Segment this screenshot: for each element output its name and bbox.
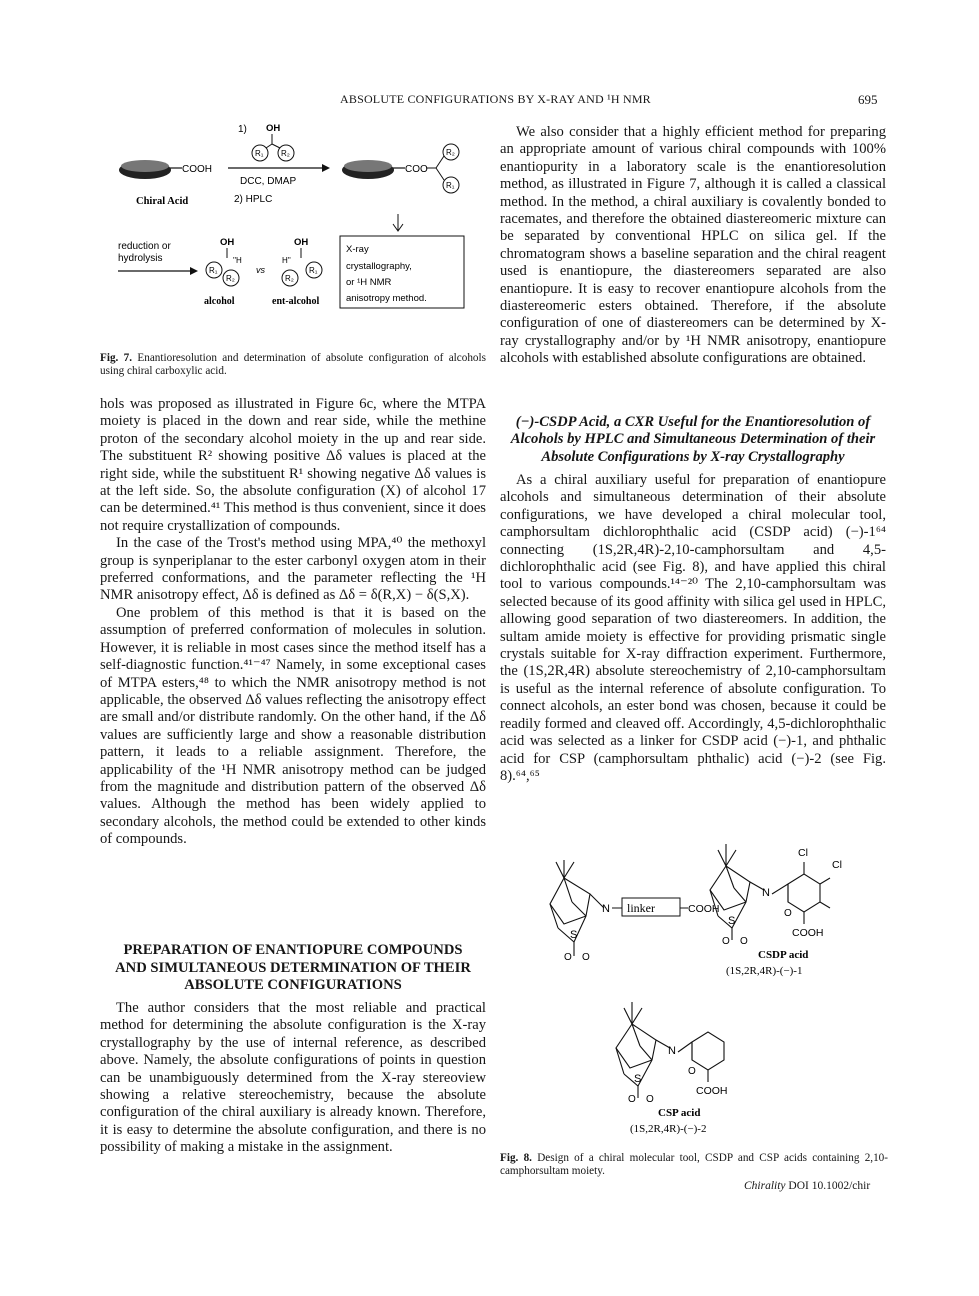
csp-n: N (668, 1045, 676, 1057)
step2-label: 2) HPLC (234, 194, 273, 205)
csdp-config: (1S,2R,4R)-(−)-1 (726, 965, 803, 977)
left-column-body (100, 396, 486, 849)
subsection-heading: (−)-CSDP Acid, a CXR Useful for the Enantioresolution of Alcohols by HPLC and Simultaneous Determination of their Absolute Configurations by X-ray Crystallography (510, 414, 876, 465)
footer-journal: Chirality (744, 1180, 786, 1192)
chiral-acid-blob (119, 160, 182, 179)
sultam-linker-structure (550, 860, 604, 956)
csdp-cl-1: Cl (798, 847, 808, 859)
svg-text:R₁: R₁ (446, 181, 455, 190)
section-heading: PREPARATION OF ENANTIOPURE COMPOUNDS AND SIMULTANEOUS DETERMINATION OF THEIR ABSOLUTE CONFIGURATIONS (115, 942, 471, 994)
csdp-cl-2: Cl (832, 859, 842, 871)
csdp-o-2: O (740, 936, 748, 947)
subsection-column (500, 472, 886, 785)
step1-label: 1) (238, 124, 247, 135)
svg-text:R₂: R₂ (226, 274, 235, 283)
svg-text:OH: OH (220, 237, 235, 248)
box-line-2: crystallography, (346, 261, 412, 272)
csdp-o-3: O (784, 908, 792, 919)
csdp-name: CSDP acid (758, 949, 809, 961)
fig7-caption-label: Fig. 7. (100, 352, 133, 364)
linker-label: linker (627, 901, 655, 915)
footer (744, 1180, 870, 1192)
running-head-title: ABSOLUTE CONFIGURATIONS BY X-RAY AND ¹H NMR (340, 92, 651, 106)
reduction-label: reduction or (118, 241, 171, 252)
ester-blob (342, 160, 405, 179)
svg-text:R₁: R₁ (309, 266, 318, 275)
csp-config: (1S,2R,4R)-(−)-2 (630, 1123, 707, 1135)
fig8-caption-text: Design of a chiral molecular tool, CSDP and CSP acids containing 2,10-camphorsultam moiety. (500, 1152, 888, 1177)
svg-text:R₁: R₁ (209, 266, 218, 275)
linker-cooh: COOH (688, 903, 720, 915)
sultam-o-1: O (564, 952, 572, 963)
box-line-1: X-ray (346, 244, 369, 255)
ester-coo: COO (405, 164, 428, 175)
footer-doi: DOI 10.1002/chir (788, 1180, 871, 1192)
page-number: 695 (858, 92, 878, 107)
hydrolysis-label: hydrolysis (118, 253, 163, 264)
alcohol-structure (206, 237, 242, 286)
section-column (100, 1000, 486, 1157)
reagent-oh: OH (266, 123, 281, 134)
chiral-acid-cooh: COOH (182, 164, 212, 175)
csp-s: S (634, 1073, 642, 1085)
csdp-cooh: COOH (792, 927, 824, 939)
csdp-n: N (762, 887, 770, 899)
csp-o-3: O (688, 1066, 696, 1077)
right-top-paragraph: We also consider that a highly efficient method for preparing an appropriate amount of various chiral compounds with 100% enantiopurity in a laboratory scale is the enantioresolution method, as illustrated in Figure 7, although it is called a classical method. In the method, a chiral auxiliary is covalently bonded to racemates, and therefore the obtained diastereomeric mixture can be separated by conventional HPLC on silica gel. If the chromatogram shows a baseline separation and the chiral reagent used is enantiopure, the diastereomers separated are also enantiopure. It is easy to recover enantiopure alcohols from the diastereomeric esters obtained. Therefore, if the absolute configuration of one of diastereomers can be determined by X-ray crystallography and/or by ¹H NMR anisotropy, enantiopure alcohols with established absolute configurations are obtained. (500, 124, 886, 367)
ent-alcohol-label: ent-alcohol (272, 296, 320, 307)
sultam-o-2: O (582, 952, 590, 963)
section-paragraph: The author considers that the most reliable and practical method for determining the absolute configuration is the X-ray crystallography by the use of internal reference, as described above. Namely, the absolute configurations of points in question can be unambiguously determined from the X-ray stereoview showing a relative stereochemistry, because the absolute configuration of the chiral auxiliary is already known. Therefore, it is easy to determine the absolute configuration, and there is no possibility of making a mistake in the assignment. (100, 1000, 486, 1156)
svg-text:''H: ''H (233, 256, 242, 265)
reagent-conditions: DCC, DMAP (240, 176, 297, 187)
figure-8 (528, 832, 868, 1142)
svg-text:R₂: R₂ (281, 149, 290, 158)
left-paragraph-2: In the case of the Trost's method using MPA,⁴⁰ the methoxyl group is synperiplanar to the ester carbonyl oxygen atom in their preferred conformations, and the parameter reflecting the ¹H NMR anisotropy effect, Δδ is defined as Δδ = δ(R,X) − δ(S,X). (100, 535, 486, 604)
left-paragraph-1: hols was proposed as illustrated in Figure 6c, where the MTPA moiety is placed in the down and rear side, while the methine proton of the secondary alcohol moiety in the up and rear side. The substituent R² showing positive Δδ values is placed at the right side, while the substituent R¹ showing negative Δδ values is at the left side. So, the absolute configuration (X) of alcohol 17 can be determined.⁴¹ This method is thus convenient, since it does not require crystallization of compounds. (100, 396, 486, 534)
fig7-caption-text: Enantioresolution and determination of absolute configuration of alcohols using chiral carboxylic acid. (100, 352, 486, 377)
csdp-s: S (728, 915, 736, 927)
vs-label: vs (256, 265, 265, 275)
box-line-4: anisotropy method. (346, 293, 427, 304)
subsection-paragraph: As a chiral auxiliary useful for preparation of enantiopure alcohols and simultaneous determination of their absolute configurations, we have developed a chiral molecular tool, camphorsultam dichlorophthalic acid (CSDP acid) (−)-1⁶⁴ connecting (1S,2R,4R)-2,10-camphorsultam and 4,5-dichlorophthalic acid (see Fig. 8), and have applied this chiral tool to various compounds.¹⁴⁻²⁰ The 2,10-camphorsultam was selected because of its good affinity with silica gel used in HPLC, allowing good separation of two diastereomers. In addition, the sultam amide moiety is effective for providing prismatic single crystals suitable for X-ray diffraction experiment. Furthermore, the (1S,2R,4R) absolute stereochemistry of 2,10-camphorsultam is useful as the internal reference of absolute configuration. To connect alcohols, an ester bond was chosen, because it could be readily formed and cleaved off. Accordingly, 4,5-dichlorophthalic acid was selected as a linker for CSDP acid (−)-1, and phthalic acid for CSP (camphorsultam phthalic) acid (−)-2 (see Fig. 8).⁶⁴,⁶⁵ (500, 472, 886, 784)
svg-text:OH: OH (294, 237, 309, 248)
csp-name: CSP acid (658, 1107, 701, 1119)
figure-7 (100, 118, 490, 340)
box-line-3: or ¹H NMR (346, 277, 392, 288)
csdp-o-1: O (722, 936, 730, 947)
fig7-caption (100, 352, 486, 378)
alcohol-label: alcohol (204, 296, 235, 307)
svg-text:H'': H'' (282, 256, 291, 265)
sultam-n: N (602, 903, 610, 915)
ent-alcohol-structure (282, 237, 322, 286)
fig8-caption (500, 1152, 888, 1178)
csp-o-2: O (646, 1094, 654, 1105)
chiral-acid-label: Chiral Acid (136, 196, 189, 207)
svg-text:R₂: R₂ (285, 274, 294, 283)
svg-text:R₂: R₂ (446, 148, 455, 157)
running-header (0, 92, 979, 112)
svg-text:R₁: R₁ (255, 149, 264, 158)
fig8-caption-label: Fig. 8. (500, 1152, 532, 1164)
left-paragraph-3: One problem of this method is that it is based on the assumption of preferred conformation of molecules in solution. However, it is reliable in most cases since the method itself has a self-diagnostic function.⁴¹⁻⁴⁷ Namely, in some exceptional cases of MTPA esters,⁴⁸ to which the NMR anisotropy method is not applicable, the observed Δδ values reflecting the anisotropy effect are small and/or distribute randomly. On the other hand, if the Δδ values are sufficiently large and show a reasonable distribution pattern, it leads to a reliable assignment. Therefore, the applicability of the ¹H NMR anisotropy method can be judged from the magnitude and distribution pattern of the observed Δδ values. Although the method has been widely applied to secondary alcohols, the method could be extended to other kinds of compounds. (100, 604, 486, 848)
csp-cooh: COOH (696, 1085, 728, 1097)
csp-o-1: O (628, 1094, 636, 1105)
right-top-column (500, 124, 886, 368)
sultam-s: S (570, 929, 578, 941)
